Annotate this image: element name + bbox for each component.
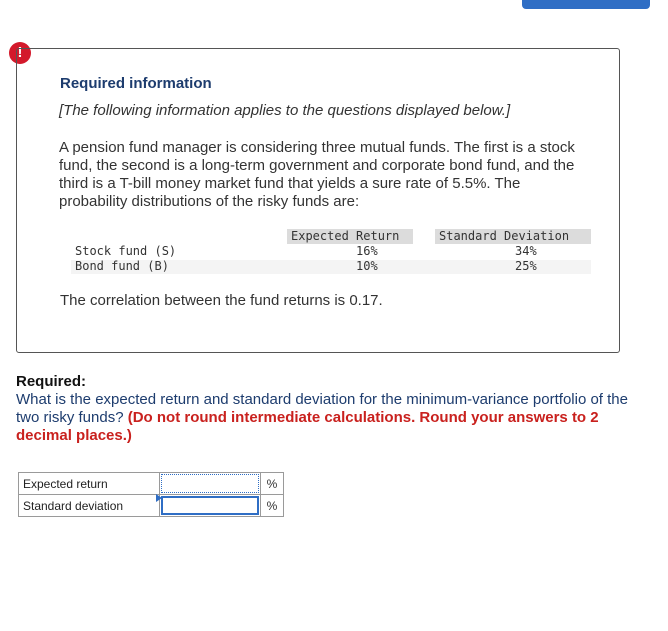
problem-description: A pension fund manager is considering three mutual funds. The first is a stock fund, the second is a long-term government and corporate bond fund, and the third is a T-bill money market fund that yields a sure rate of 5.5%. The probability distributions of the risky funds are: <box>59 139 575 210</box>
bond-expected-return: 10% <box>356 259 378 273</box>
header-standard-deviation: Standard Deviation <box>439 229 570 243</box>
required-information-panel <box>16 48 620 353</box>
stock-standard-deviation: 34% <box>515 244 537 258</box>
answer-table <box>18 472 284 517</box>
percent-unit: % <box>261 473 284 495</box>
stock-expected-return: 16% <box>356 244 378 258</box>
exclamation-icon: ! <box>9 42 31 64</box>
percent-unit: % <box>261 495 284 517</box>
expected-return-cell <box>160 473 261 495</box>
table-row <box>19 495 284 517</box>
fund-name-stock: Stock fund (S) <box>75 244 177 258</box>
input-focus-marker-icon <box>156 494 162 502</box>
info-note: [The following information applies to the questions displayed below.] <box>59 102 511 119</box>
required-heading: Required: <box>16 373 87 390</box>
top-nav-button[interactable] <box>522 0 650 9</box>
correlation-text: The correlation between the fund returns is 0.17. <box>60 292 383 309</box>
info-title: Required information <box>60 75 212 92</box>
standard-deviation-label: Standard deviation <box>19 495 160 517</box>
standard-deviation-cell <box>160 495 261 517</box>
table-row <box>19 473 284 495</box>
fund-name-bond: Bond fund (B) <box>75 259 169 273</box>
header-expected-return: Expected Return <box>291 229 400 243</box>
bond-standard-deviation: 25% <box>515 259 537 273</box>
expected-return-label: Expected return <box>19 473 160 495</box>
standard-deviation-input[interactable] <box>161 496 259 515</box>
expected-return-input[interactable] <box>161 474 259 493</box>
required-question <box>16 373 646 445</box>
question-text: What is the expected return and standard deviation for the minimum-variance portfolio of the two risky funds? <box>16 391 628 426</box>
rounding-instruction: (Do not round intermediate calculations. Round your answers to 2 decimal places.) <box>16 409 599 444</box>
